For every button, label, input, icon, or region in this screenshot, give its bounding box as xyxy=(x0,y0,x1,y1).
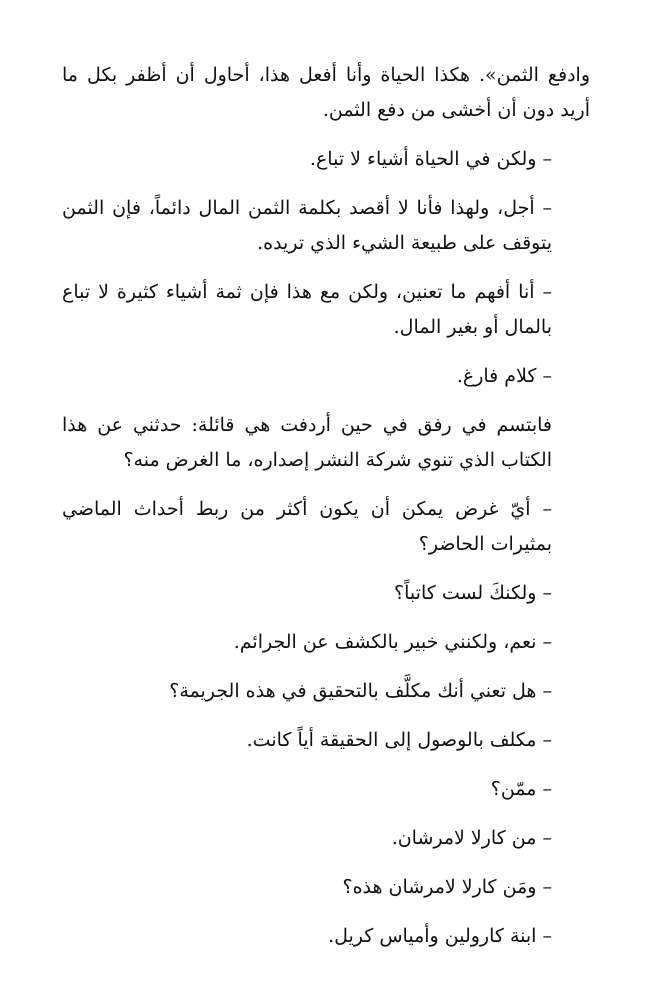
page-body xyxy=(62,58,590,968)
paragraph-13: – من كارلا لامرشان. xyxy=(391,827,552,849)
paragraph-6: فابتسم في رفق في حين أردفت هي قائلة: حدثني عن هذا الكتاب الذي تنوي شركة النشر إصداره، ما الغرض منه؟ xyxy=(62,414,552,471)
paragraph-3: – أجل، ولهذا فأنا لا أقصد بكلمة الثمن المال دائماً، فإن الثمن يتوقف على طبيعة الشيء الذي تريده. xyxy=(62,197,552,254)
paragraph-1: وادفع الثمن». هكذا الحياة وأنا أفعل هذا، أحاول أن أظفر بكل ما أريد دون أن أخشى من دفع الثمن. xyxy=(62,64,590,121)
paragraph-5: – كلام فارغ. xyxy=(456,365,552,387)
paragraph-14: – ومَن كارلا لامرشان هذه؟ xyxy=(342,876,552,898)
paragraph-2: – ولكن في الحياة أشياء لا تباع. xyxy=(309,148,552,170)
paragraph-10: – هل تعني أنك مكلَّف بالتحقيق في هذه الجريمة؟ xyxy=(169,680,552,702)
paragraph-8: – ولكنكَ لست كاتباً؟ xyxy=(394,582,552,604)
paragraph-9: – نعم، ولكنني خبير بالكشف عن الجرائم. xyxy=(233,631,552,653)
paragraph-7: – أيّ غرض يمكن أن يكون أكثر من ربط أحداث الماضي بمثيرات الحاضر؟ xyxy=(62,498,552,555)
paragraph-4: – أنا أفهم ما تعنين، ولكن مع هذا فإن ثمة أشياء كثيرة لا تباع بالمال أو بغير المال. xyxy=(62,281,552,338)
paragraph-12: – ممّن؟ xyxy=(490,778,552,800)
paragraph-11: – مكلف بالوصول إلى الحقيقة أياً كانت. xyxy=(246,729,552,751)
paragraph-15: – ابنة كارولين وأمياس كريل. xyxy=(328,925,552,947)
